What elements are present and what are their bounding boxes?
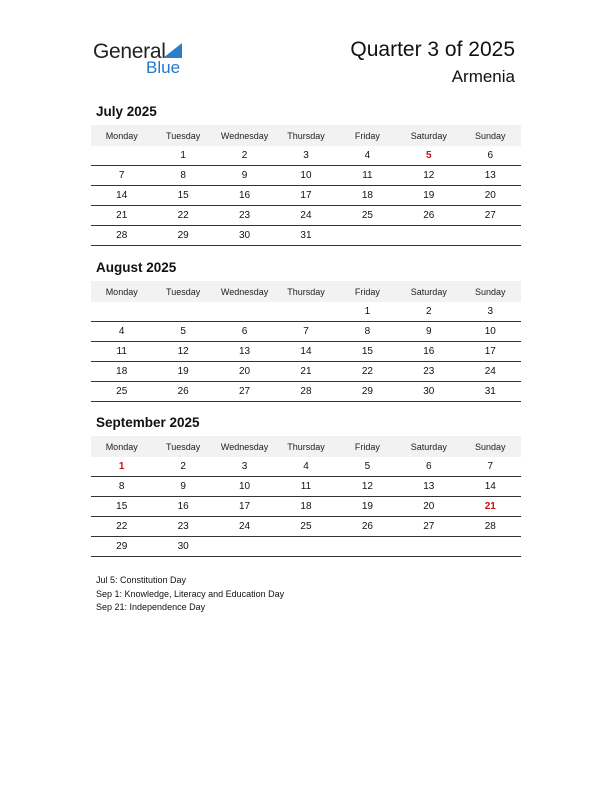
empty-day-cell <box>460 226 521 246</box>
day-cell: 13 <box>398 477 459 497</box>
empty-day-cell <box>214 537 275 557</box>
week-row <box>91 517 521 537</box>
day-cell: 1 <box>337 302 398 322</box>
weekday-header: Wednesday <box>214 125 275 146</box>
empty-day-cell <box>275 302 336 322</box>
day-cell: 31 <box>460 382 521 402</box>
month-july <box>91 104 521 246</box>
week-row <box>91 226 521 246</box>
week-row <box>91 166 521 186</box>
day-cell: 13 <box>460 166 521 186</box>
week-row <box>91 186 521 206</box>
day-cell: 24 <box>214 517 275 537</box>
day-cell: 19 <box>398 186 459 206</box>
day-cell: 19 <box>152 362 213 382</box>
weekday-header: Sunday <box>460 125 521 146</box>
day-cell: 26 <box>398 206 459 226</box>
logo-text-blue: Blue <box>146 58 181 77</box>
weekday-header: Saturday <box>398 281 459 302</box>
day-cell: 29 <box>152 226 213 246</box>
day-cell: 18 <box>337 186 398 206</box>
empty-day-cell <box>460 537 521 557</box>
week-row <box>91 537 521 557</box>
day-cell: 21 <box>91 206 152 226</box>
month-august <box>91 260 521 402</box>
empty-day-cell <box>337 537 398 557</box>
day-cell: 14 <box>91 186 152 206</box>
day-cell: 15 <box>337 342 398 362</box>
day-cell: 22 <box>337 362 398 382</box>
day-cell: 24 <box>460 362 521 382</box>
day-cell: 17 <box>275 186 336 206</box>
day-cell: 9 <box>152 477 213 497</box>
week-row <box>91 206 521 226</box>
empty-day-cell <box>275 537 336 557</box>
weekday-header: Thursday <box>275 281 336 302</box>
day-cell: 11 <box>91 342 152 362</box>
holiday-day-cell: 21 <box>460 497 521 517</box>
day-cell: 20 <box>214 362 275 382</box>
day-cell: 16 <box>214 186 275 206</box>
day-cell: 14 <box>460 477 521 497</box>
calendar-table <box>91 125 521 246</box>
day-cell: 4 <box>275 457 336 477</box>
day-cell: 29 <box>337 382 398 402</box>
calendar-table <box>91 436 521 557</box>
month-title: July 2025 <box>96 104 157 119</box>
week-row <box>91 146 521 166</box>
day-cell: 18 <box>275 497 336 517</box>
day-cell: 2 <box>398 302 459 322</box>
week-row <box>91 497 521 517</box>
day-cell: 3 <box>460 302 521 322</box>
day-cell: 12 <box>152 342 213 362</box>
day-cell: 1 <box>152 146 213 166</box>
day-cell: 23 <box>214 206 275 226</box>
day-cell: 2 <box>152 457 213 477</box>
day-cell: 17 <box>460 342 521 362</box>
week-row <box>91 302 521 322</box>
day-cell: 10 <box>275 166 336 186</box>
weekday-header: Tuesday <box>152 436 213 457</box>
day-cell: 26 <box>152 382 213 402</box>
day-cell: 25 <box>337 206 398 226</box>
day-cell: 27 <box>398 517 459 537</box>
day-cell: 16 <box>398 342 459 362</box>
holiday-note: Sep 21: Independence Day <box>96 602 206 612</box>
day-cell: 15 <box>91 497 152 517</box>
day-cell: 16 <box>152 497 213 517</box>
day-cell: 7 <box>460 457 521 477</box>
week-row <box>91 322 521 342</box>
day-cell: 5 <box>152 322 213 342</box>
weekday-header-row <box>91 436 521 457</box>
country-name: Armenia <box>451 67 515 86</box>
empty-day-cell <box>214 302 275 322</box>
day-cell: 7 <box>275 322 336 342</box>
day-cell: 15 <box>152 186 213 206</box>
day-cell: 25 <box>91 382 152 402</box>
holiday-day-cell: 5 <box>398 146 459 166</box>
weekday-header: Thursday <box>275 436 336 457</box>
day-cell: 6 <box>460 146 521 166</box>
generalblue-logo <box>93 40 203 80</box>
weekday-header-row <box>91 125 521 146</box>
weekday-header: Tuesday <box>152 281 213 302</box>
weekday-header: Saturday <box>398 125 459 146</box>
weekday-header: Friday <box>337 125 398 146</box>
day-cell: 27 <box>214 382 275 402</box>
day-cell: 3 <box>275 146 336 166</box>
day-cell: 11 <box>275 477 336 497</box>
empty-day-cell <box>91 146 152 166</box>
day-cell: 10 <box>460 322 521 342</box>
day-cell: 20 <box>460 186 521 206</box>
weekday-header: Thursday <box>275 125 336 146</box>
page-title: Quarter 3 of 2025 <box>350 38 515 61</box>
holiday-day-cell: 1 <box>91 457 152 477</box>
weekday-header: Friday <box>337 281 398 302</box>
day-cell: 13 <box>214 342 275 362</box>
weekday-header-row <box>91 281 521 302</box>
day-cell: 7 <box>91 166 152 186</box>
day-cell: 28 <box>460 517 521 537</box>
weekday-header: Wednesday <box>214 281 275 302</box>
empty-day-cell <box>337 226 398 246</box>
day-cell: 14 <box>275 342 336 362</box>
day-cell: 28 <box>91 226 152 246</box>
day-cell: 26 <box>337 517 398 537</box>
day-cell: 25 <box>275 517 336 537</box>
day-cell: 22 <box>152 206 213 226</box>
day-cell: 5 <box>337 457 398 477</box>
calendar-table <box>91 281 521 402</box>
empty-day-cell <box>398 226 459 246</box>
weekday-header: Sunday <box>460 436 521 457</box>
day-cell: 12 <box>337 477 398 497</box>
weekday-header: Monday <box>91 436 152 457</box>
empty-day-cell <box>398 537 459 557</box>
holiday-note: Jul 5: Constitution Day <box>96 575 187 585</box>
weekday-header: Saturday <box>398 436 459 457</box>
logo-triangle-icon <box>163 43 182 58</box>
day-cell: 30 <box>214 226 275 246</box>
day-cell: 8 <box>152 166 213 186</box>
empty-day-cell <box>91 302 152 322</box>
day-cell: 29 <box>91 537 152 557</box>
day-cell: 4 <box>337 146 398 166</box>
week-row <box>91 457 521 477</box>
week-row <box>91 342 521 362</box>
day-cell: 18 <box>91 362 152 382</box>
empty-day-cell <box>152 302 213 322</box>
logo-text-general: General <box>93 40 166 63</box>
day-cell: 10 <box>214 477 275 497</box>
day-cell: 28 <box>275 382 336 402</box>
day-cell: 30 <box>398 382 459 402</box>
day-cell: 30 <box>152 537 213 557</box>
day-cell: 19 <box>337 497 398 517</box>
weekday-header: Wednesday <box>214 436 275 457</box>
month-title: September 2025 <box>96 415 200 430</box>
day-cell: 20 <box>398 497 459 517</box>
day-cell: 4 <box>91 322 152 342</box>
day-cell: 6 <box>398 457 459 477</box>
day-cell: 22 <box>91 517 152 537</box>
day-cell: 31 <box>275 226 336 246</box>
week-row <box>91 382 521 402</box>
weekday-header: Sunday <box>460 281 521 302</box>
weekday-header: Monday <box>91 125 152 146</box>
day-cell: 27 <box>460 206 521 226</box>
week-row <box>91 362 521 382</box>
day-cell: 11 <box>337 166 398 186</box>
month-september <box>91 415 521 557</box>
day-cell: 9 <box>214 166 275 186</box>
day-cell: 8 <box>337 322 398 342</box>
weekday-header: Monday <box>91 281 152 302</box>
weekday-header: Friday <box>337 436 398 457</box>
day-cell: 23 <box>398 362 459 382</box>
day-cell: 17 <box>214 497 275 517</box>
weekday-header: Tuesday <box>152 125 213 146</box>
holiday-notes <box>96 574 284 615</box>
month-title: August 2025 <box>96 260 177 275</box>
day-cell: 8 <box>91 477 152 497</box>
day-cell: 24 <box>275 206 336 226</box>
holiday-note: Sep 1: Knowledge, Literacy and Education Day <box>96 588 285 599</box>
day-cell: 2 <box>214 146 275 166</box>
day-cell: 21 <box>275 362 336 382</box>
day-cell: 23 <box>152 517 213 537</box>
day-cell: 3 <box>214 457 275 477</box>
week-row <box>91 477 521 497</box>
day-cell: 6 <box>214 322 275 342</box>
day-cell: 9 <box>398 322 459 342</box>
day-cell: 12 <box>398 166 459 186</box>
